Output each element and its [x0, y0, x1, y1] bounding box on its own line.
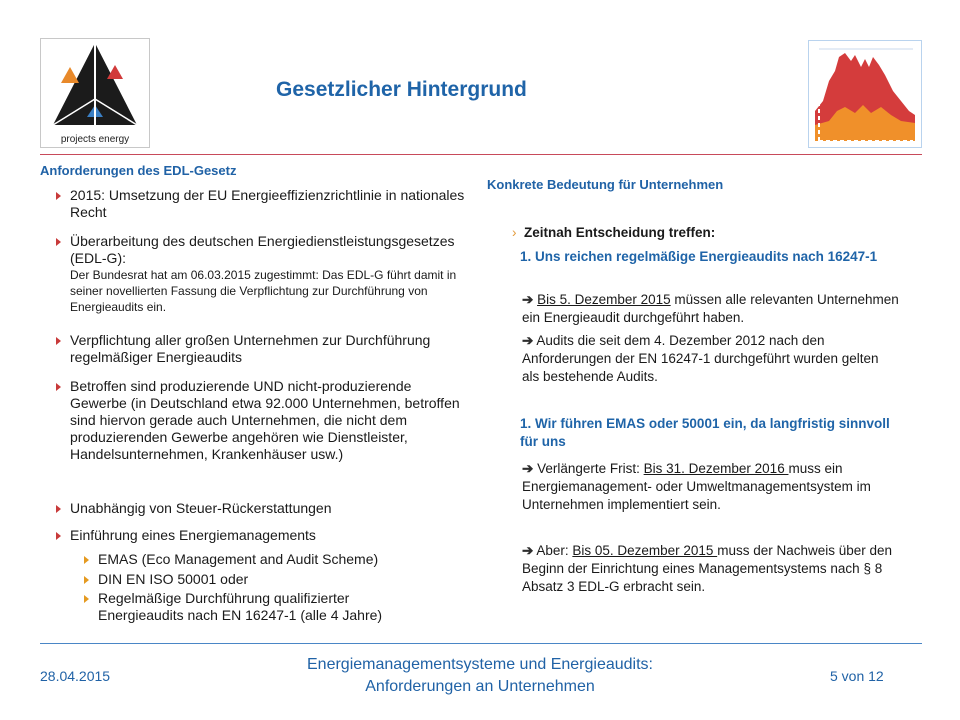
bullet-triangle-icon — [56, 505, 61, 513]
arrow-right-icon: ➔ — [522, 461, 534, 476]
bullet-triangle-icon — [84, 595, 89, 603]
logo-text: projects energy — [60, 134, 130, 145]
right-subtitle: Konkrete Bedeutung für Unternehmen — [487, 177, 724, 192]
page-number: 5 von 12 — [830, 668, 884, 684]
list-item: Einführung eines Energiemanagements — [58, 527, 470, 544]
list-item: Überarbeitung des deutschen Energiedienstleistungsgesetzes (EDL-G): Der Bundesrat hat am 06.03.2015 zugestimmt: Das EDL-G führt damit in seiner novellierten Fassung die Verpflichtung zur Durchführung von Energieaudits ein. — [58, 233, 470, 315]
bullet-triangle-icon — [84, 556, 89, 564]
bullet-triangle-icon — [56, 532, 61, 540]
logo-triangles-icon — [41, 39, 149, 131]
company-logo — [40, 38, 150, 148]
arrow-item: ➔ Verlängerte Frist: Bis 31. Dezember 2016 muss ein Energiemanagement- oder Umweltmanagementsystem im Unternehmen implementiert sein. — [522, 461, 871, 512]
option-1: 1. Uns reichen regelmäßige Energieaudits nach 16247-1 — [520, 249, 878, 264]
list-item: EMAS (Eco Management and Audit Scheme) — [86, 551, 458, 568]
footer-title: Energiemanagementsysteme und Energieaudits: Anforderungen an Unternehmen — [307, 656, 653, 695]
arrow-right-icon: ➔ — [522, 292, 534, 307]
arrow-right-icon: ➔ — [522, 333, 534, 348]
page-title: Gesetzlicher Hintergrund — [276, 78, 527, 101]
right-heading: › Zeitnah Entscheidung treffen: — [512, 225, 716, 240]
list-item: 2015: Umsetzung der EU Energieeffizienzrichtlinie in nationales Recht — [58, 187, 470, 221]
bullet-triangle-icon — [56, 337, 61, 345]
list-item: Betroffen sind produzierende UND nicht-produzierende Gewerbe (in Deutschland etwa 92.000 Unternehmen, betroffen sind hiervon gerade auch Unternehmen, die nicht dem produzierenden Gewerbe angehören wie Dienstleister, Handelsunternehmen, Krankenhäuser usw.) — [58, 378, 470, 463]
arrow-item: ➔ Aber: Bis 05. Dezember 2015 muss der Nachweis über den Beginn der Einrichtung eines Managementsystems nach § 8 Absatz 3 EDL-G erbracht sein. — [522, 543, 893, 594]
list-item: Verpflichtung aller großen Unternehmen zur Durchführung regelmäßiger Energieaudits — [58, 332, 470, 366]
list-item-note: Der Bundesrat hat am 06.03.2015 zugestimmt: Das EDL-G führt damit in seiner novellierten Fassung die Verpflichtung zur Durchführung von Energieaudits ein. — [70, 268, 457, 314]
option-2: 1. Wir führen EMAS oder 50001 ein, da langfristig sinnvoll für uns — [520, 416, 890, 449]
footer-divider — [40, 643, 922, 644]
list-item: Unabhängig von Steuer-Rückerstattungen — [58, 500, 470, 517]
chevron-right-icon: › — [512, 225, 517, 240]
bullet-triangle-icon — [84, 576, 89, 584]
energy-chart-icon — [808, 40, 922, 148]
bullet-triangle-icon — [56, 192, 61, 200]
list-item: DIN EN ISO 50001 oder — [86, 571, 458, 588]
bullet-triangle-icon — [56, 383, 61, 391]
arrow-item: ➔ Audits die seit dem 4. Dezember 2012 nach den Anforderungen der EN 16247-1 durchgeführt wurden gelten als bestehende Audits. — [522, 333, 879, 384]
arrow-right-icon: ➔ — [522, 543, 534, 558]
arrow-item: ➔ Bis 5. Dezember 2015 müssen alle relevanten Unternehmen ein Energieaudit durchgeführt haben. — [522, 292, 899, 325]
header-divider — [40, 154, 922, 155]
footer-date: 28.04.2015 — [40, 668, 111, 684]
bullet-triangle-icon — [56, 238, 61, 246]
left-subtitle: Anforderungen des EDL-Gesetz — [40, 163, 237, 178]
list-item: Regelmäßige Durchführung qualifizierter Energieaudits nach EN 16247-1 (alle 4 Jahre) — [86, 590, 438, 624]
